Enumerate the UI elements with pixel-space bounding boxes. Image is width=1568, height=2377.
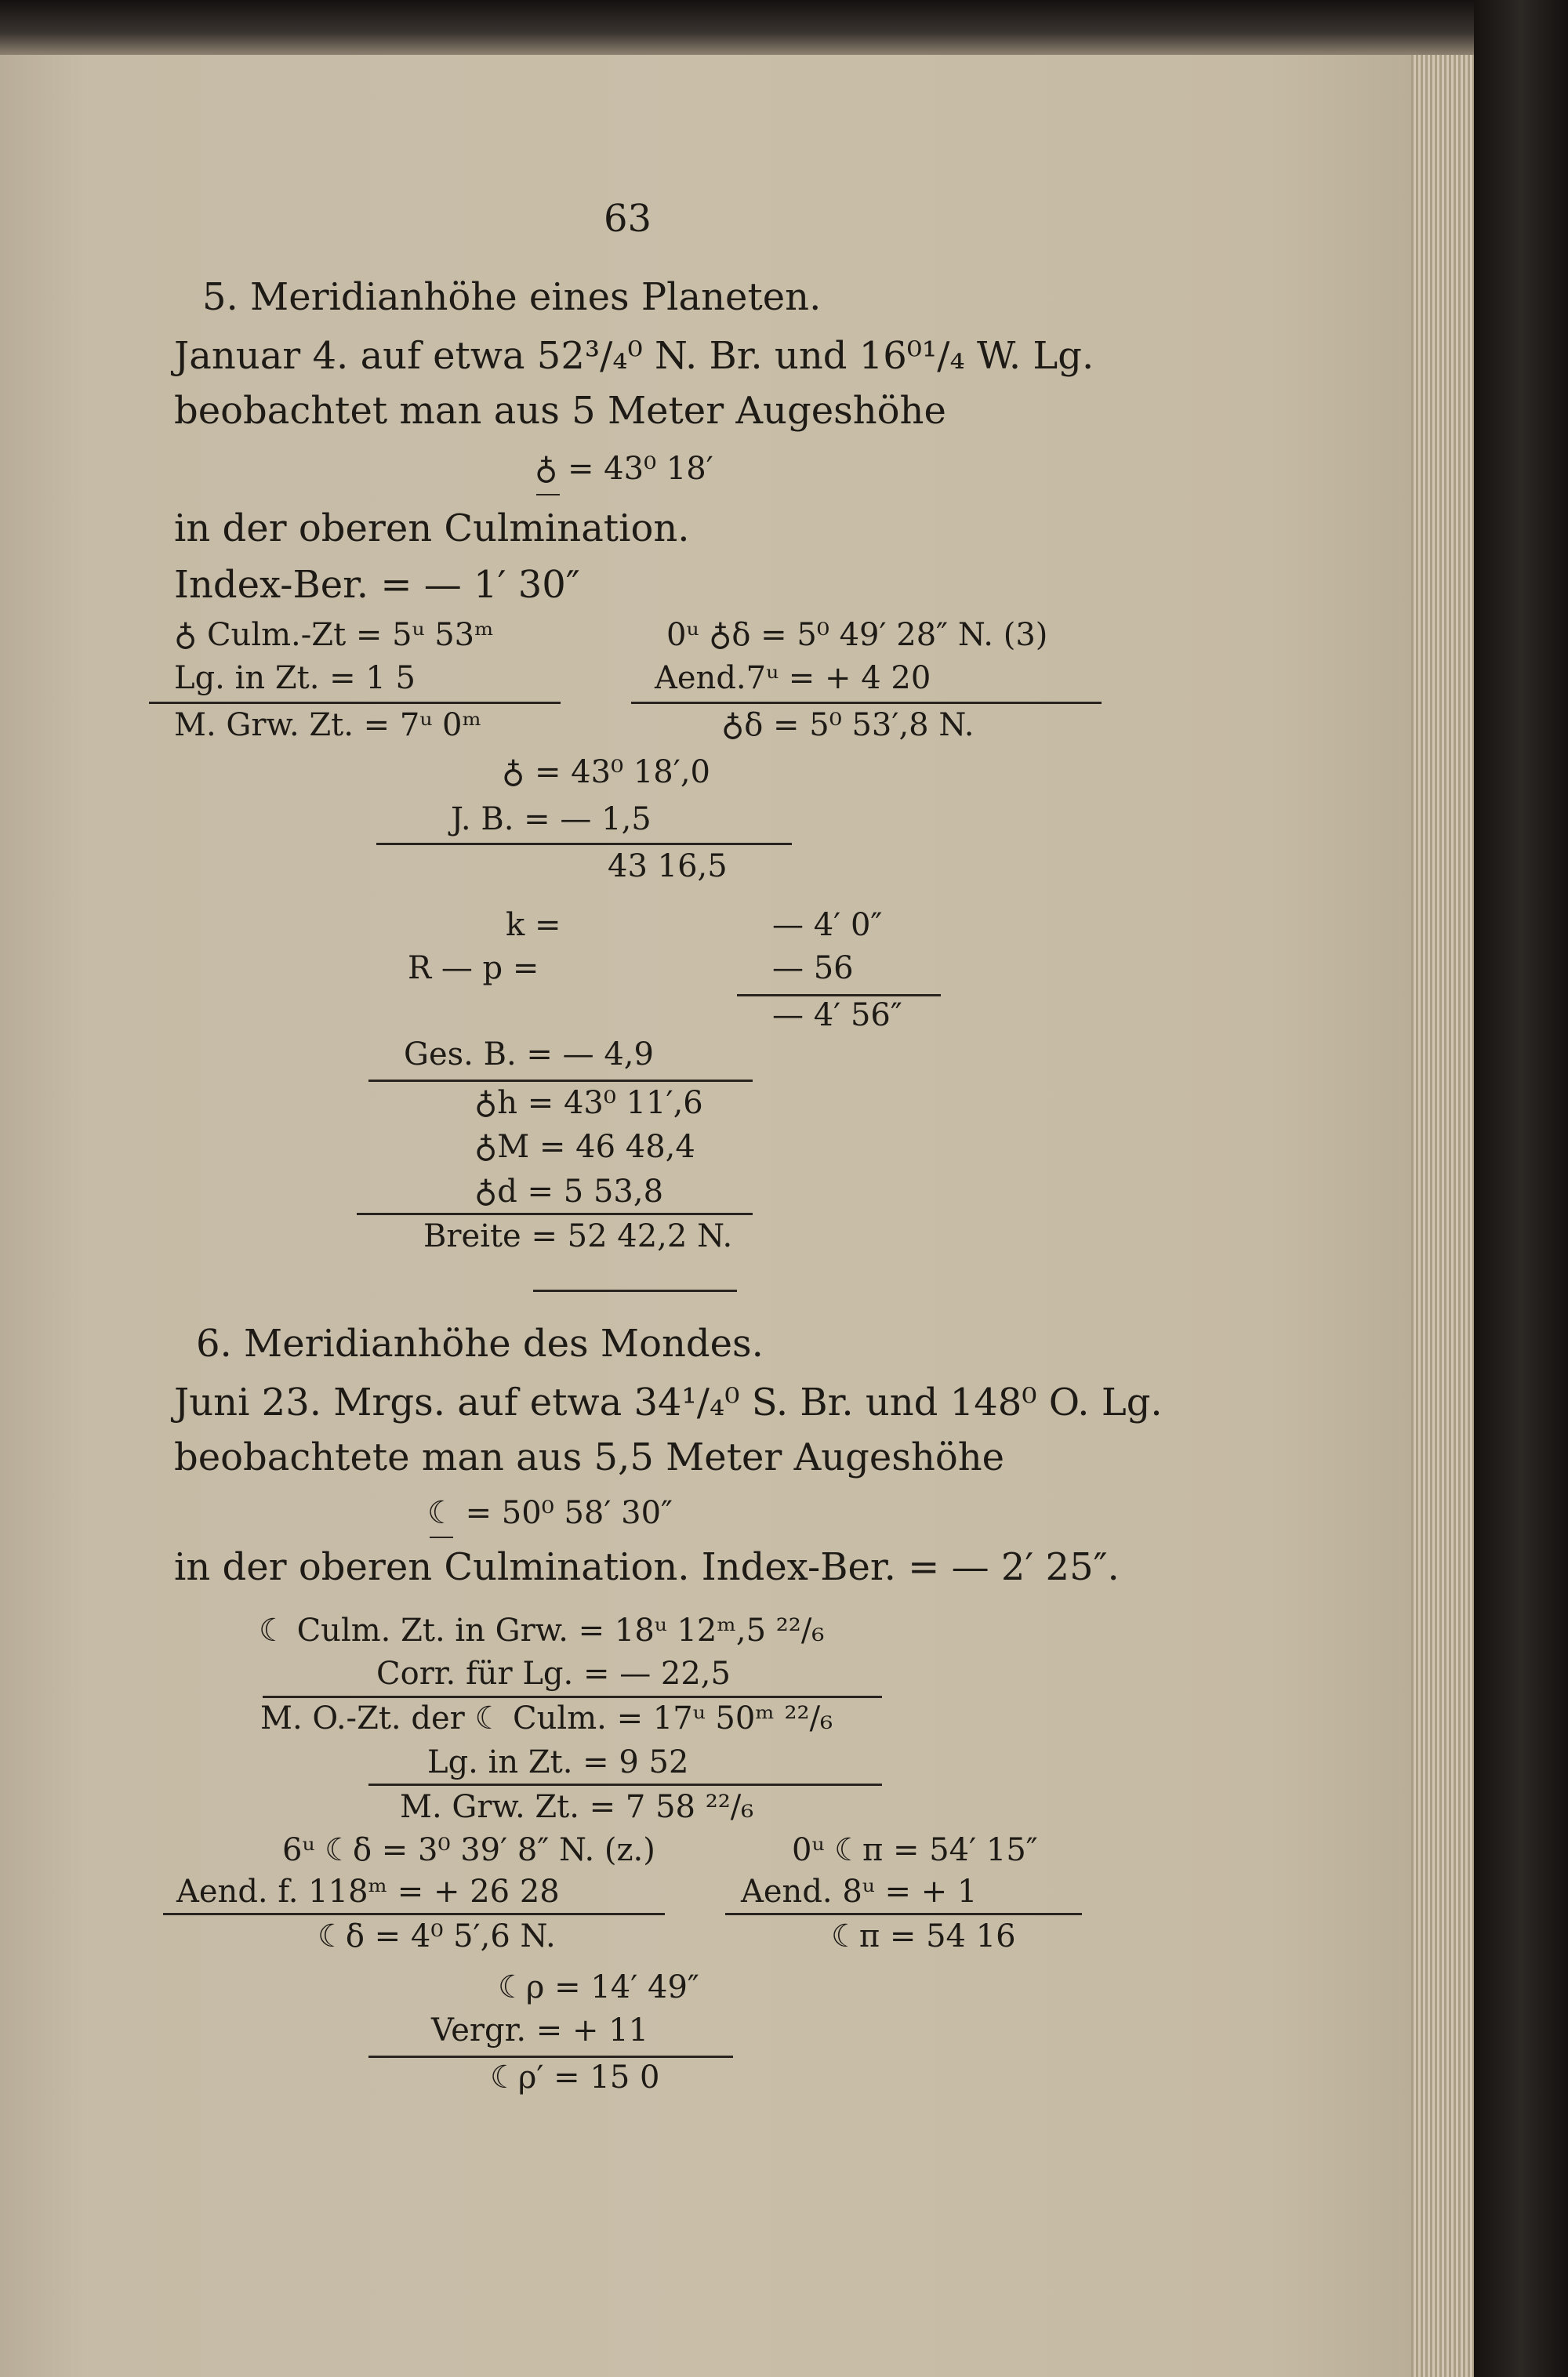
rule	[368, 2056, 733, 2058]
longitude-in-time: Lg. in Zt. = 1 5	[174, 660, 416, 696]
altitude-observed: ♁ = 43⁰ 18′,0	[502, 754, 710, 790]
section-5-line-2: beobachtet man aus 5 Meter Augeshöhe	[174, 389, 946, 433]
section-6-line-3: in der oberen Culmination. Index-Ber. = — 2′ 25″.	[174, 1545, 1120, 1589]
dip-value: — 4′ 0″	[772, 907, 883, 943]
section-5-index-error: Index-Ber. = — 1′ 30″	[174, 563, 580, 607]
rule	[368, 1080, 753, 1082]
moon-declination-6h: 6ᵘ ☾δ = 3⁰ 39′ 8″ N. (z.)	[282, 1832, 655, 1868]
moon-semidiameter: ☾ρ = 14′ 49″	[498, 1969, 699, 2005]
refraction-parallax-value: — 56	[772, 950, 854, 986]
moon-declination-result: ☾δ = 4⁰ 5′,6 N.	[318, 1918, 556, 1954]
observed-underline	[430, 1537, 453, 1538]
rule	[357, 1213, 753, 1215]
rule	[631, 702, 1102, 704]
section-6-line-1: Juni 23. Mrgs. auf etwa 34¹/₄⁰ S. Br. und 148⁰ O. Lg.	[174, 1381, 1163, 1424]
section-6-line-2: beobachtete man aus 5,5 Meter Augeshöhe	[174, 1435, 1005, 1479]
rule	[149, 702, 561, 704]
refraction-parallax-label: R — p =	[408, 950, 539, 986]
mean-greenwich-time: M. Grw. Zt. = 7ᵘ 0ᵐ	[174, 707, 482, 743]
section-6-title: 6. Meridianhöhe des Mondes.	[196, 1322, 764, 1366]
longitude-in-time: Lg. in Zt. = 9 52	[427, 1744, 689, 1780]
dip-label: k =	[506, 907, 561, 943]
mean-local-time-culmination: M. O.-Zt. der ☾ Culm. = 17ᵘ 50ᵐ ²²/₆	[260, 1700, 833, 1736]
latitude-result: Breite = 52 42,2 N.	[423, 1218, 733, 1254]
moon-parallax-change: Aend. 8ᵘ = + 1	[741, 1874, 978, 1910]
mean-greenwich-time: M. Grw. Zt. = 7 58 ²²/₆	[400, 1789, 754, 1825]
section-5-line-1: Januar 4. auf etwa 52³/₄⁰ N. Br. und 16⁰¹/₄ W. Lg.	[174, 334, 1094, 378]
moon-declination-change: Aend. f. 118ᵐ = + 26 28	[176, 1874, 560, 1910]
culmination-time: ♁ Culm.-Zt = 5ᵘ 53ᵐ	[174, 617, 494, 653]
rule	[263, 1696, 882, 1698]
page-edges	[1411, 55, 1474, 2377]
section-separator	[533, 1290, 737, 1292]
rule	[163, 1913, 665, 1915]
augmentation: Vergr. = + 11	[431, 2012, 649, 2049]
rule	[376, 843, 792, 845]
book-cover	[1474, 0, 1568, 2377]
section-5-line-3: in der oberen Culmination.	[174, 506, 690, 550]
moon-culmination-time: ☾ Culm. Zt. in Grw. = 18ᵘ 12ᵐ,5 ²²/₆	[259, 1613, 825, 1649]
moon-parallax-0h: 0ᵘ ☾π = 54′ 15″	[792, 1832, 1038, 1868]
rule	[725, 1913, 1082, 1915]
declination-change: Aend.7ᵘ = + 4 20	[655, 660, 931, 696]
moon-parallax-result: ☾π = 54 16	[831, 1918, 1016, 1954]
declination-applied: ♁d = 5 53,8	[474, 1174, 664, 1210]
augmented-semidiameter: ☾ρ′ = 15 0	[490, 2059, 660, 2096]
altitude-corrected: 43 16,5	[608, 848, 728, 884]
zenith-distance: ♁M = 46 48,4	[474, 1129, 695, 1165]
rule	[368, 1784, 882, 1786]
total-correction-sum: — 4′ 56″	[772, 997, 902, 1033]
longitude-correction: Corr. für Lg. = — 22,5	[376, 1656, 731, 1692]
section-5-title: 5. Meridianhöhe eines Planeten.	[202, 275, 822, 319]
observed-underline	[536, 494, 560, 495]
page-number: 63	[604, 197, 652, 241]
true-altitude: ♁h = 43⁰ 11′,6	[474, 1085, 703, 1121]
rule	[737, 994, 941, 996]
total-correction: Ges. B. = — 4,9	[404, 1036, 654, 1072]
page-top-shadow	[0, 0, 1474, 55]
declination-0h: 0ᵘ ♁δ = 5⁰ 49′ 28″ N. (3)	[666, 617, 1048, 653]
section-6-observed-altitude: ☾ = 50⁰ 58′ 30″	[427, 1495, 673, 1531]
index-correction: J. B. = — 1,5	[451, 801, 652, 837]
section-5-observed-altitude: ♁ = 43⁰ 18′	[535, 451, 713, 487]
declination-result: ♁δ = 5⁰ 53′,8 N.	[721, 707, 975, 743]
